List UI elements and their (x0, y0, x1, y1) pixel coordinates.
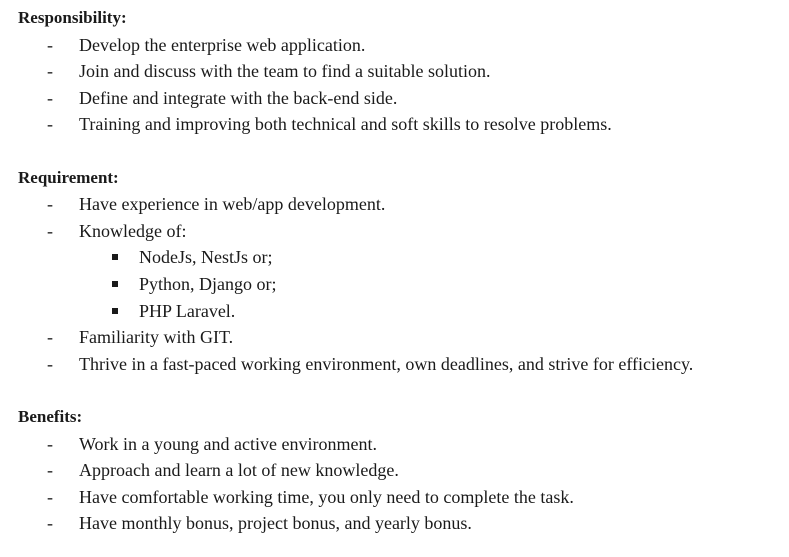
sublist-item-text: PHP Laravel. (139, 300, 236, 321)
sublist-item (79, 271, 783, 298)
list-item (18, 85, 783, 112)
responsibility-section (18, 5, 783, 138)
list-item (18, 191, 783, 218)
requirement-section (18, 165, 783, 378)
sublist-item-text: Python, Django or; (139, 273, 277, 294)
sublist-item (79, 298, 783, 325)
square-bullet-icon (112, 308, 118, 314)
dash-bullet: - (47, 327, 53, 348)
list-item-text: Training and improving both technical and soft skills to resolve problems. (79, 114, 612, 135)
dash-bullet: - (47, 460, 53, 481)
knowledge-sublist (79, 244, 783, 324)
dash-bullet: - (47, 34, 53, 55)
list-item-text: Develop the enterprise web application. (79, 34, 366, 55)
requirement-list (18, 191, 783, 377)
list-item-text: Join and discuss with the team to find a suitable solution. (79, 61, 491, 82)
dash-bullet: - (47, 433, 53, 454)
sublist-item (79, 244, 783, 271)
dash-bullet: - (47, 353, 53, 374)
section-heading: Benefits: (18, 406, 83, 426)
dash-bullet: - (47, 220, 53, 241)
list-item (18, 32, 783, 59)
square-bullet-icon (112, 281, 118, 287)
list-item (18, 324, 783, 351)
list-item-text: Approach and learn a lot of new knowledge. (79, 460, 399, 481)
sublist-item-text: NodeJs, NestJs or; (139, 247, 273, 268)
dash-bullet: - (47, 114, 53, 135)
benefits-list (18, 431, 783, 537)
job-description (18, 5, 783, 537)
list-item (18, 111, 783, 138)
list-item (18, 484, 783, 511)
dash-bullet: - (47, 61, 53, 82)
section-heading: Requirement: (18, 167, 119, 187)
list-item (18, 457, 783, 484)
benefits-section (18, 404, 783, 537)
list-item-text: Define and integrate with the back-end side. (79, 87, 398, 108)
list-item-text: Thrive in a fast-paced working environment, own deadlines, and strive for efficiency. (79, 353, 694, 374)
list-item (18, 510, 783, 537)
list-item (18, 431, 783, 458)
section-heading: Responsibility: (18, 8, 127, 27)
dash-bullet: - (47, 486, 53, 507)
list-item (18, 351, 783, 378)
list-item-text: Knowledge of: (79, 220, 187, 241)
list-item (18, 58, 783, 85)
list-item-text: Have comfortable working time, you only need to complete the task. (79, 486, 574, 507)
list-item (18, 218, 783, 324)
responsibility-list (18, 32, 783, 138)
square-bullet-icon (112, 254, 118, 260)
list-item-text: Have monthly bonus, project bonus, and yearly bonus. (79, 513, 472, 534)
dash-bullet: - (47, 194, 53, 215)
list-item-text: Have experience in web/app development. (79, 194, 386, 215)
list-item-text: Work in a young and active environment. (79, 433, 377, 454)
list-item-text: Familiarity with GIT. (79, 327, 234, 348)
dash-bullet: - (47, 87, 53, 108)
dash-bullet: - (47, 513, 53, 534)
